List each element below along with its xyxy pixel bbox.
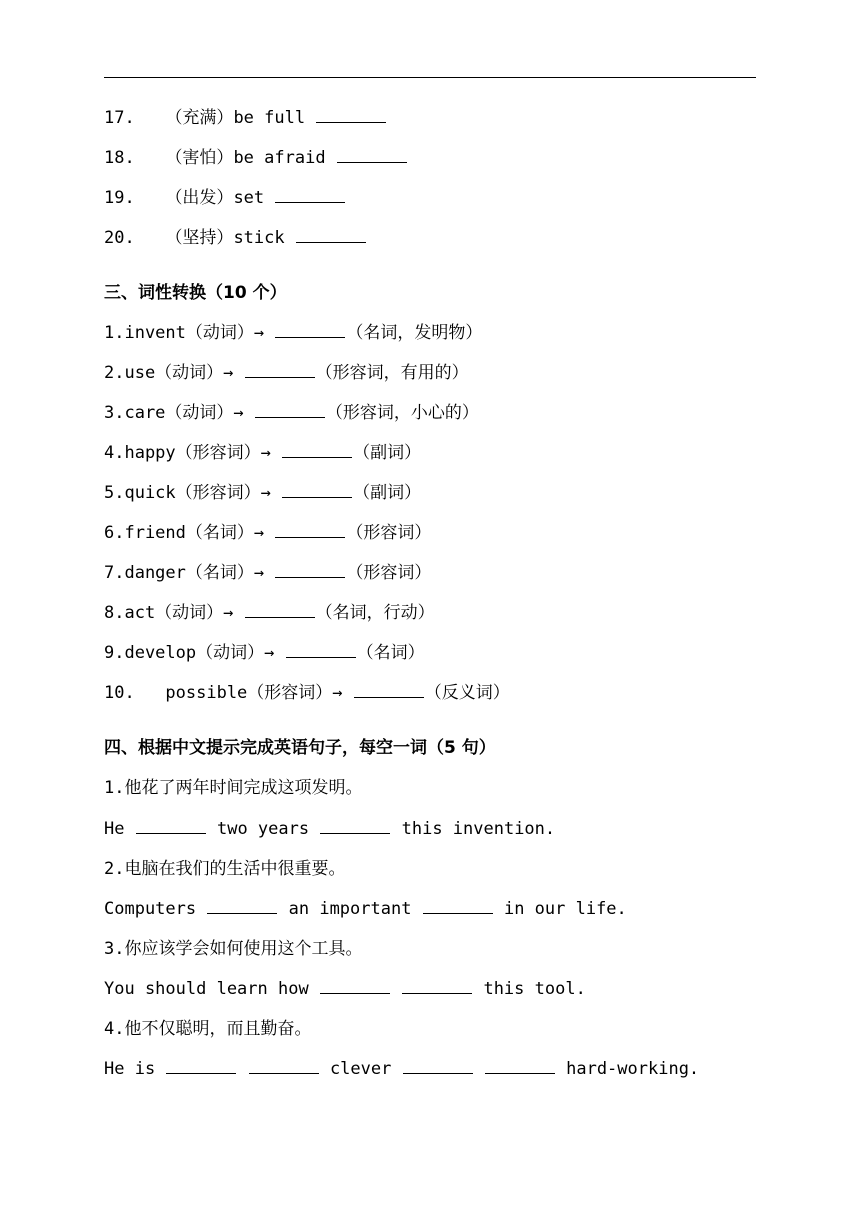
sentence-text: He is [104, 1059, 156, 1079]
sentence-4-english [104, 1058, 699, 1080]
item-prompt: 5.quick（形容词）→ [104, 483, 271, 503]
answer-blank[interactable] [275, 562, 345, 578]
sentence-text: two years [216, 819, 310, 839]
item-prompt: 9.develop（动词）→ [104, 643, 275, 663]
sentence-text: He [104, 819, 125, 839]
conversion-item-4 [104, 442, 421, 464]
answer-blank[interactable] [275, 322, 345, 338]
sentence-text: You should learn how [104, 979, 309, 999]
item-chinese-hint: （出发） [165, 188, 234, 208]
answer-blank[interactable] [354, 682, 424, 698]
answer-blank[interactable] [166, 1058, 236, 1074]
item-english-prompt: be afraid [233, 148, 326, 168]
vocab-item-19 [104, 187, 346, 209]
item-prompt: 8.act（动词）→ [104, 603, 234, 623]
item-hint: （形容词，小心的） [325, 403, 479, 423]
item-prompt: 2.use（动词）→ [104, 363, 234, 383]
sentence-1-chinese: 1.他花了两年时间完成这项发明。 [104, 778, 363, 798]
header-rule [104, 77, 756, 78]
item-hint: （名词，发明物） [346, 323, 483, 343]
answer-blank[interactable] [286, 642, 356, 658]
answer-blank[interactable] [245, 602, 315, 618]
sentence-text: this invention. [401, 819, 556, 839]
item-prompt: 1.invent（动词）→ [104, 323, 265, 343]
conversion-item-6 [104, 522, 431, 544]
item-chinese-hint: （害怕） [165, 148, 234, 168]
section-4-title: 四、根据中文提示完成英语句子，每空一词（5 句） [104, 738, 496, 758]
answer-blank[interactable] [320, 978, 390, 994]
conversion-item-7 [104, 562, 431, 584]
item-chinese-hint: （充满） [165, 108, 234, 128]
answer-blank[interactable] [249, 1058, 319, 1074]
answer-blank[interactable] [337, 147, 407, 163]
vocab-item-18 [104, 147, 408, 169]
sentence-text: hard-working. [566, 1059, 700, 1079]
answer-blank[interactable] [320, 818, 390, 834]
sentence-4-chinese: 4.他不仅聪明，而且勤奋。 [104, 1019, 312, 1039]
sentence-text: clever [329, 1059, 392, 1079]
sentence-2-chinese: 2.电脑在我们的生活中很重要。 [104, 859, 346, 879]
item-hint: （反义词） [424, 683, 510, 703]
item-hint: （名词，行动） [315, 603, 435, 623]
vocab-item-20 [104, 227, 367, 249]
answer-blank[interactable] [245, 362, 315, 378]
answer-blank[interactable] [403, 1058, 473, 1074]
item-number: 18. [104, 148, 135, 168]
answer-blank[interactable] [255, 402, 325, 418]
item-number: 17. [104, 108, 135, 128]
sentence-1-english [104, 818, 555, 840]
answer-blank[interactable] [136, 818, 206, 834]
answer-blank[interactable] [282, 442, 352, 458]
item-hint: （形容词，有用的） [315, 363, 469, 383]
item-english-prompt: be full [233, 108, 306, 128]
sentence-text: an important [288, 899, 412, 919]
item-hint: （副词） [353, 483, 422, 503]
section-3-title: 三、词性转换（10 个） [104, 283, 287, 303]
sentence-3-chinese: 3.你应该学会如何使用这个工具。 [104, 939, 363, 959]
answer-blank[interactable] [275, 187, 345, 203]
item-english-prompt: set [233, 188, 265, 208]
item-hint: （名词） [356, 643, 425, 663]
item-chinese-hint: （坚持） [165, 228, 234, 248]
conversion-item-1 [104, 322, 482, 344]
item-hint: （形容词） [346, 523, 432, 543]
conversion-item-3 [104, 402, 479, 424]
item-prompt: 4.happy（形容词）→ [104, 443, 271, 463]
item-prompt: 10. possible（形容词）→ [104, 683, 343, 703]
conversion-item-5 [104, 482, 421, 504]
item-prompt: 7.danger（名词）→ [104, 563, 265, 583]
conversion-item-9 [104, 642, 425, 664]
item-number: 19. [104, 188, 135, 208]
answer-blank[interactable] [485, 1058, 555, 1074]
item-english-prompt: stick [233, 228, 285, 248]
conversion-item-10 [104, 682, 510, 704]
answer-blank[interactable] [207, 898, 277, 914]
sentence-2-english [104, 898, 627, 920]
sentence-text: in our life. [503, 899, 627, 919]
item-hint: （形容词） [346, 563, 432, 583]
answer-blank[interactable] [296, 227, 366, 243]
answer-blank[interactable] [282, 482, 352, 498]
answer-blank[interactable] [423, 898, 493, 914]
conversion-item-8 [104, 602, 435, 624]
vocab-item-17 [104, 107, 387, 129]
sentence-text: Computers [104, 899, 197, 919]
answer-blank[interactable] [316, 107, 386, 123]
item-hint: （副词） [353, 443, 422, 463]
item-prompt: 6.friend（名词）→ [104, 523, 265, 543]
answer-blank[interactable] [275, 522, 345, 538]
sentence-text: this tool. [483, 979, 586, 999]
item-prompt: 3.care（动词）→ [104, 403, 244, 423]
answer-blank[interactable] [402, 978, 472, 994]
item-number: 20. [104, 228, 135, 248]
conversion-item-2 [104, 362, 469, 384]
sentence-3-english [104, 978, 586, 1000]
